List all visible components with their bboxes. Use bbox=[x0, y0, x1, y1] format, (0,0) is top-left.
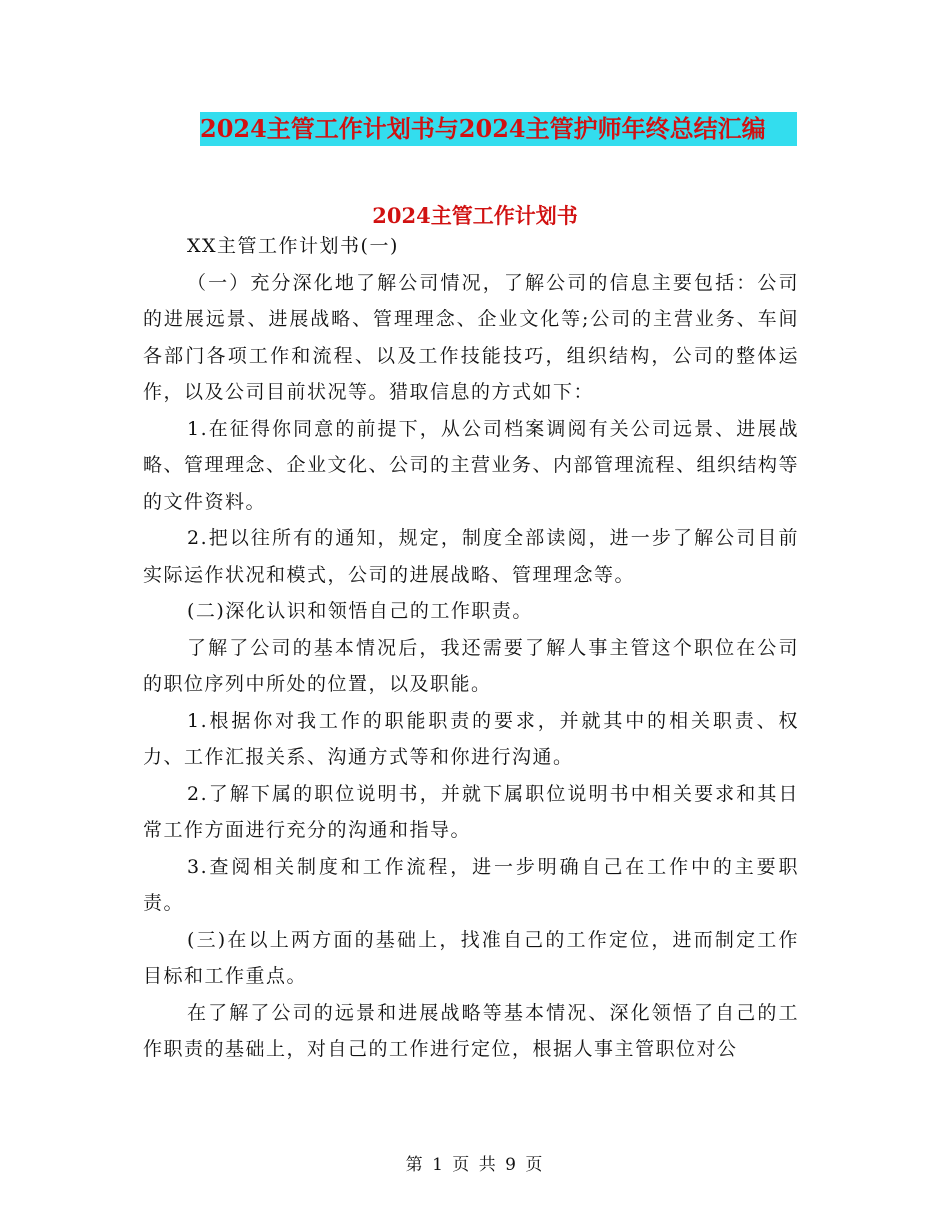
document-main-title: 2024主管工作计划书与2024主管护师年终总结汇编 bbox=[200, 112, 797, 146]
page-number-footer: 第 1 页 共 9 页 bbox=[405, 1155, 545, 1175]
paragraph: (三)在以上两方面的基础上，找准自己的工作定位，进而制定工作目标和工作重点。 bbox=[143, 928, 799, 987]
paragraph: 2.把以往所有的通知，规定，制度全部读阅，进一步了解公司目前实际运作状况和模式，公司的进展战略、管理理念等。 bbox=[143, 527, 799, 586]
paragraph: 3.查阅相关制度和工作流程，进一步明确自己在工作中的主要职责。 bbox=[143, 855, 799, 914]
paragraph: 了解了公司的基本情况后，我还需要了解人事主管这个职位在公司的职位序列中所处的位置，以及职能。 bbox=[143, 636, 799, 695]
paragraph: 在了解了公司的远景和进展战略等基本情况、深化领悟了自己的工作职责的基础上，对自己的工作进行定位，根据人事主管职位对公 bbox=[143, 1001, 799, 1060]
section-title: 2024主管工作计划书 bbox=[372, 203, 578, 228]
paragraph: XX主管工作计划书(一) bbox=[187, 235, 399, 257]
document-body bbox=[143, 228, 799, 1068]
paragraph: 1.在征得你同意的前提下，从公司档案调阅有关公司远景、进展战略、管理理念、企业文化、公司的主营业务、内部管理流程、组织结构等的文件资料。 bbox=[143, 417, 800, 513]
paragraph: (二)深化认识和领悟自己的工作职责。 bbox=[187, 600, 533, 622]
paragraph: （一）充分深化地了解公司情况，了解公司的信息主要包括：公司的进展远景、进展战略、管理理念、企业文化等;公司的主营业务、车间各部门各项工作和流程、以及工作技能技巧，组织结构，公司的整体运作，以及公司目前状况等。猎取信息的方式如下： bbox=[143, 271, 799, 403]
paragraph: 1.根据你对我工作的职能职责的要求，并就其中的相关职责、权力、工作汇报关系、沟通方式等和你进行沟通。 bbox=[143, 709, 799, 768]
paragraph: 2.了解下属的职位说明书，并就下属职位说明书中相关要求和其日常工作方面进行充分的沟通和指导。 bbox=[143, 782, 799, 841]
